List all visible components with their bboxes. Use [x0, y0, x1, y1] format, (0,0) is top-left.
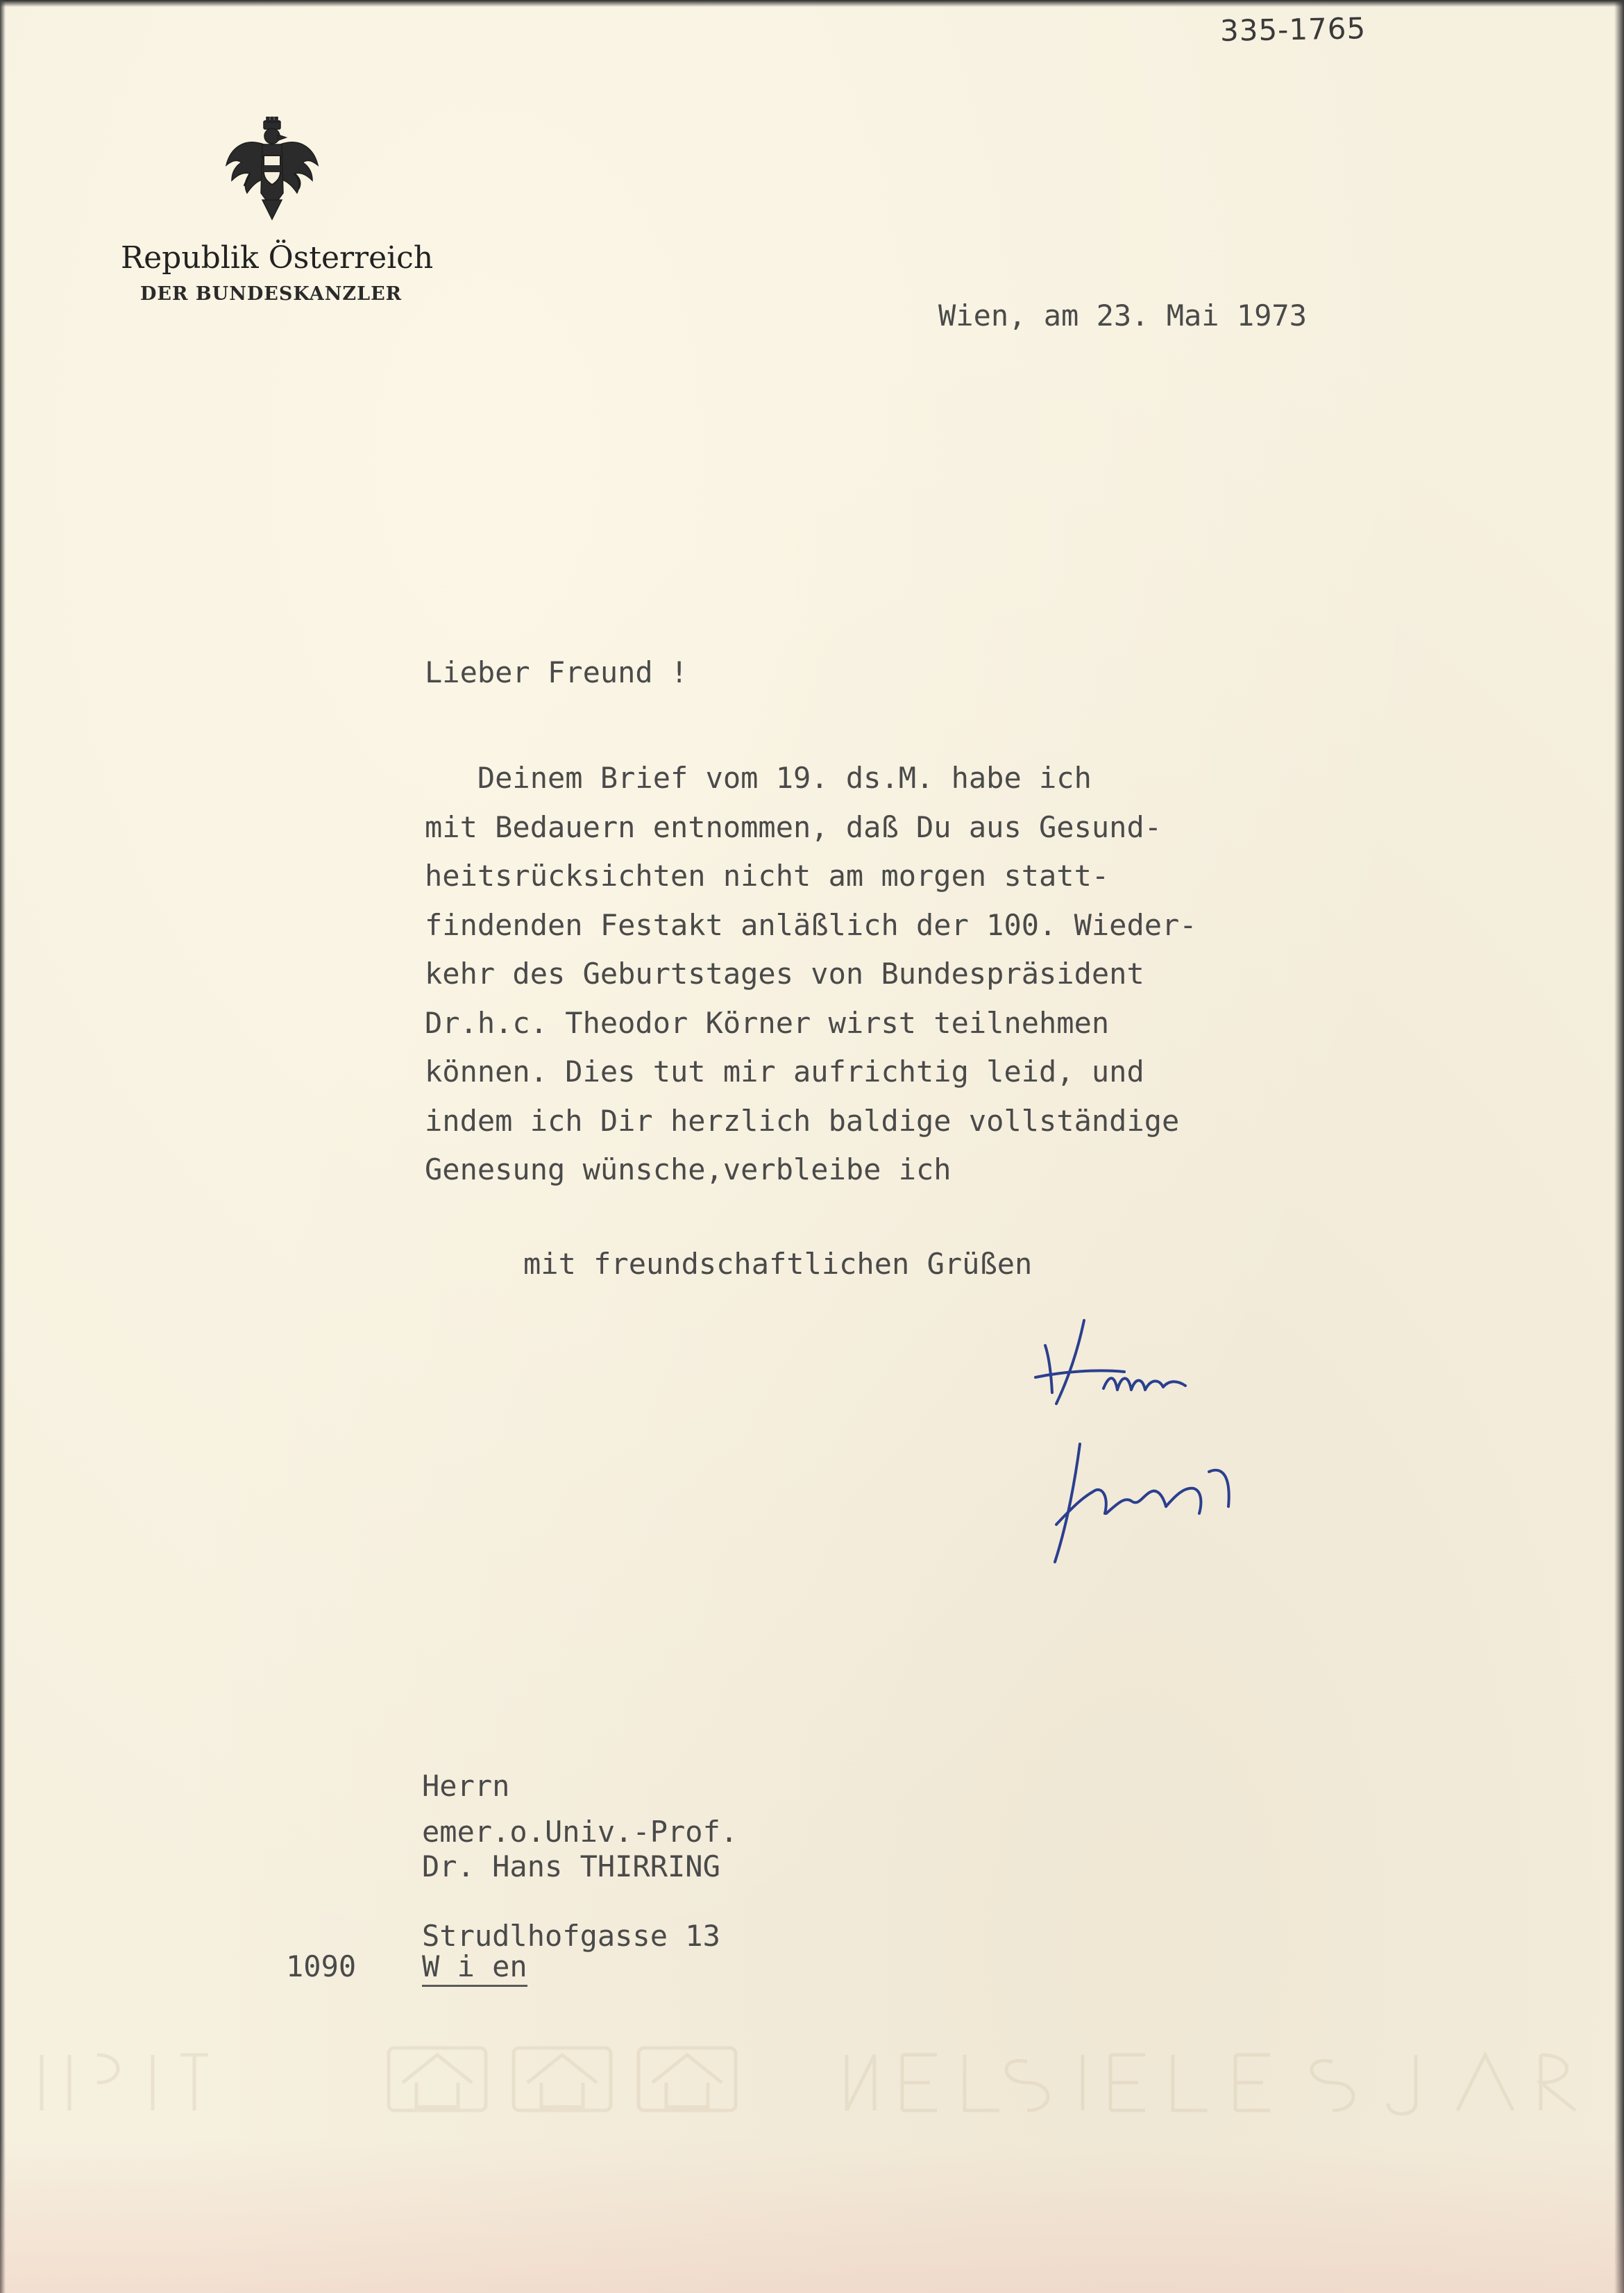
recipient-name: Dr. Hans THIRRING [422, 1849, 720, 1883]
recipient-salutation-text: Herrn [422, 1769, 510, 1803]
scan-edge-left [0, 0, 6, 2293]
scan-edge-top [0, 0, 1624, 7]
paper-stain [0, 2138, 1624, 2293]
recipient-street: Strudlhofgasse 13 [422, 1919, 720, 1953]
body-line: Deinem Brief vom 19. ds.M. habe ich [425, 761, 1092, 795]
closing-line: mit freundschaftlichen Grüßen [523, 1247, 1033, 1281]
austrian-eagle-coat-of-arms-icon [223, 117, 321, 221]
recipient-street-block [422, 1919, 720, 1954]
letterhead-subtitle: DER BUNDESKANZLER [140, 283, 403, 305]
archive-reference: 335-1765 [1219, 11, 1367, 48]
date-line: Wien, am 23. Mai 1973 [938, 299, 1308, 333]
body-line: indem ich Dir herzlich baldige vollständige [425, 1103, 1180, 1138]
letter-body [425, 754, 1197, 1195]
body-line: mit Bedauern entnommen, daß Du aus Gesund- [425, 809, 1162, 844]
salutation: Lieber Freund ! [425, 655, 688, 689]
recipient-salutation [422, 1769, 509, 1804]
recipient-name-block [422, 1815, 738, 1884]
body-line: können. Dies tut mir aufrichtig leid, und [425, 1055, 1144, 1089]
body-line: findenden Festakt anläßlich der 100. Wieder- [425, 907, 1197, 942]
body-line: kehr des Geburtstages von Bundespräsident [425, 957, 1144, 991]
scan-edge-right [1614, 0, 1624, 2293]
recipient-postcode: 1090 [286, 1949, 357, 1983]
letterhead-title: Republik Österreich [121, 240, 434, 276]
recipient-city: W i en [422, 1949, 527, 1987]
handwritten-signature [1020, 1305, 1277, 1583]
body-line: Genesung wünsche,verbleibe ich [425, 1152, 951, 1186]
body-line: heitsrücksichten nicht am morgen statt- [425, 859, 1110, 893]
body-line: Dr.h.c. Theodor Körner wirst teilnehmen [425, 1005, 1110, 1040]
recipient-title: emer.o.Univ.-Prof. [422, 1815, 738, 1849]
embossed-watermark [28, 2041, 1624, 2117]
